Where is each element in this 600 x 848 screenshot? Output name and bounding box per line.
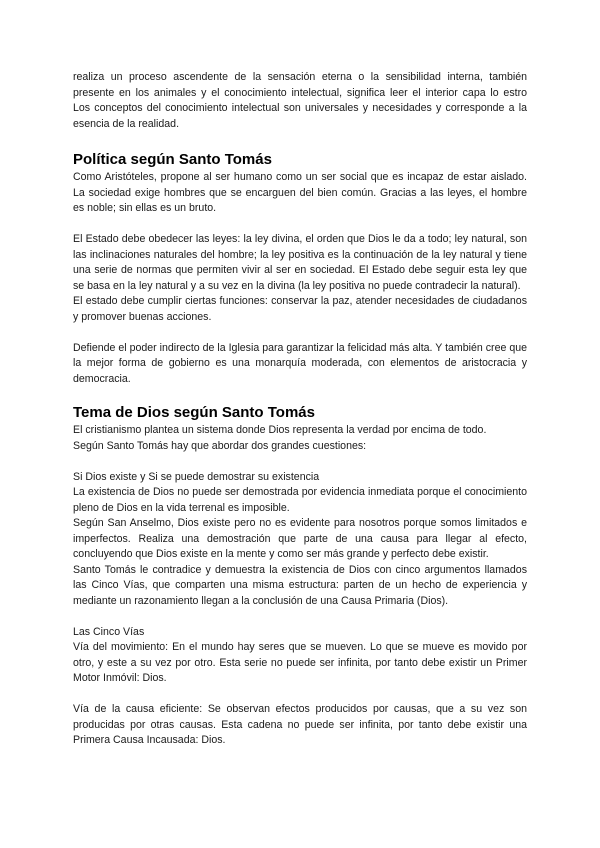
spacer [73, 609, 527, 625]
spacer [73, 217, 527, 233]
dios-heading: Tema de Dios según Santo Tomás [73, 404, 315, 421]
politica-paragraph-4: Defiende el poder indirecto de la Iglesia para garantizar la felicidad más alta. Y también cree que la mejor forma de gobierno es una monarquía moderada, con elementos de aristocracia y democracia. [73, 341, 527, 385]
via-causa-eficiente-paragraph: Vía de la causa eficiente: Se observan efectos producidos por causas, que a su vez son producidas por otras causas. Esta cadena no puede ser infinita, por tanto debe existir una Primera Causa Incausada: Dios. [73, 703, 527, 746]
via-movimiento-paragraph: Vía del movimiento: En el mundo hay seres que se mueven. Lo que se mueve es movido por otro, y este a su vez por otro. Esta serie no puede ser infinita, por tanto debe existir un Primer Motor Inmóvil: Dios. [73, 641, 527, 684]
politica-paragraph-3: El estado debe cumplir ciertas funciones: conservar la paz, atender necesidades de ciudadanos y promover buenas acciones. [73, 295, 527, 323]
spacer [73, 454, 527, 470]
politica-paragraph-1: Como Aristóteles, propone al ser humano como un ser social que es incapaz de estar aislado. La sociedad exige hombres que se encarguen del bien común. Gracias a las leyes, el hombre es noble; sin ellas es un bruto. [73, 171, 527, 214]
intro-paragraph-1: realiza un proceso ascendente de la sensación eterna o la sensibilidad interna, también presente en los animales y el conocimiento intelectual, significa leer el interior capa lo estro [73, 71, 527, 99]
dios-paragraph-5: Santo Tomás le contradice y demuestra la existencia de Dios con cinco argumentos llamados las Cinco Vías, que comparten una misma estructura: parten de un hecho de experiencia y mediante un razonamiento llegan a la conclusión de una Causa Primaria (Dios). [73, 563, 527, 607]
dios-subheading-existence: Si Dios existe y Si se puede demostrar su existencia [73, 470, 320, 483]
intro-paragraph-2: Los conceptos del conocimiento intelectual son universales y necesidades y corresponde a la esencia de la realidad. [73, 102, 527, 130]
dios-paragraph-1: El cristianismo plantea un sistema donde Dios representa la verdad por encima de todo. [73, 424, 487, 436]
politica-paragraph-2: El Estado debe obedecer las leyes: la ley divina, el orden que Dios le da a todo; ley natural, son las inclinaciones naturales del hombre; la ley positiva es la continuación de la ley natural y tiene una serie de normas que permiten vivir al ser en sociedad. El Estado debe seguir esta ley que se basa en la ley natural y a su vez en la divina (la ley positiva no puede contradecir la natural). [73, 233, 527, 292]
spacer [73, 687, 527, 703]
dios-paragraph-2: Según Santo Tomás hay que abordar dos grandes cuestiones: [73, 439, 367, 452]
dios-paragraph-4: Según San Anselmo, Dios existe pero no es evidente para nosotros porque somos limitados e imperfectos. Realiza una demostración que parte de una causa para llegar al efecto, concluyendo que Dios existe en la mente y como ser más grande y perfecto debe existir. [73, 517, 527, 560]
dios-paragraph-3: La existencia de Dios no puede ser demostrada por evidencia inmediata porque el conocimiento pleno de Dios en la vida terrenal es imposible. [73, 486, 527, 514]
document-page [73, 70, 527, 749]
spacer [73, 325, 527, 341]
dios-subheading-cinco-vias: Las Cinco Vías [73, 625, 145, 638]
politica-heading: Política según Santo Tomás [73, 151, 272, 168]
